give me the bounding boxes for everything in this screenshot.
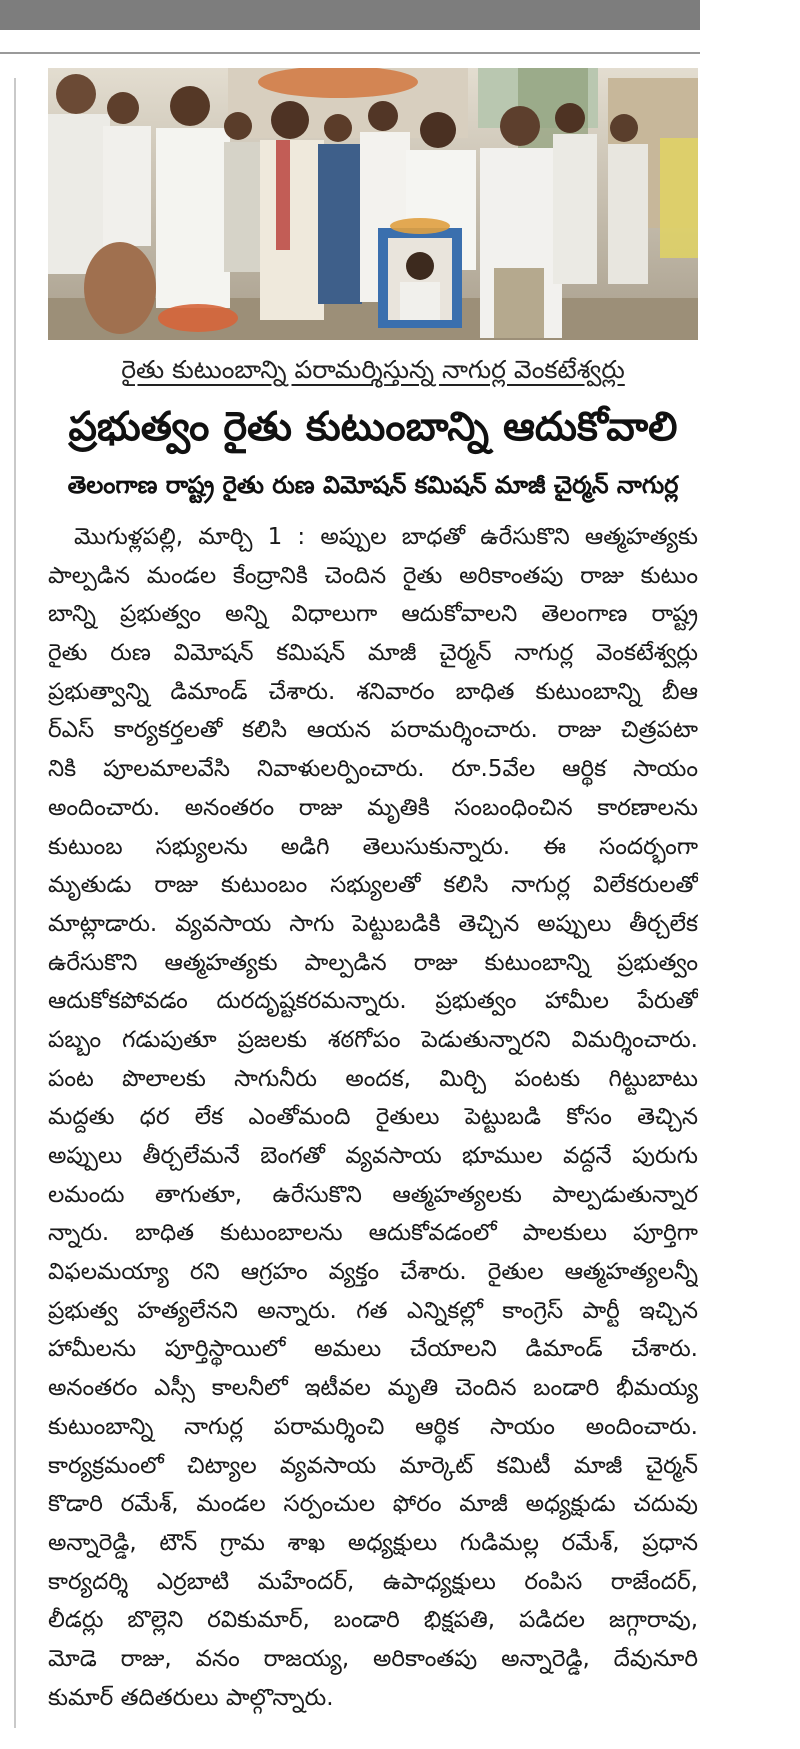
body-line: కొడారి రమేశ్, మండల సర్పంచుల ఫోరం మాజీ అధ్యక్షుడు చదువు (48, 1491, 698, 1518)
body-line: అప్పులు తీర్చలేమనే బెంగతో వ్యవసాయ భూముల వద్దనే పురుగు (48, 1143, 698, 1169)
body-line: మాట్లాడారు. వ్యవసాయ సాగు పెట్టుబడికి తెచ్చిన అప్పులు తీర్చలేక (48, 910, 698, 937)
body-line: మద్దతు ధర లేక ఎంతోమంది రైతులు పెట్టుబడి కోసం తెచ్చిన (48, 1104, 698, 1131)
body-line: అందించారు. అనంతరం రాజు మృతికి సంబంధించిన కారణాలను (48, 794, 698, 821)
body-line: ఉరేసుకొని ఆత్మహత్యకు పాల్పడిన రాజు కుటుంబాన్ని ప్రభుత్వం (48, 949, 698, 976)
header-bar (0, 0, 700, 30)
body-line: లమందు తాగుతూ, ఉరేసుకొని ఆత్మహత్యలకు పాల్పడుతున్నార (48, 1181, 698, 1208)
body-line: లీడర్లు బొల్లెని రవికుమార్, బండారి భిక్షపతి, పడిదల జగ్గారావు, (48, 1607, 698, 1634)
body-line: కుటుంబాన్ని నాగుర్ల పరామర్శించి ఆర్థిక సాయం అందించారు. (48, 1413, 698, 1440)
article-subheadline: తెలంగాణ రాష్ట్ర రైతు రుణ విమోషన్ కమిషన్ మాజీ చైర్మన్ నాగుర్ల (67, 471, 679, 499)
body-line: విఫలమయ్యా రని ఆగ్రహం వ్యక్తం చేశారు. రైతుల ఆత్మహత్యలన్నీ (48, 1259, 698, 1286)
body-line: న్నారు. బాధిత కుటుంబాలను ఆదుకోవడంలో పాలకులు పూర్తిగా (48, 1220, 698, 1247)
body-line: కుటుంబ సభ్యులను అడిగి తెలుసుకున్నారు. ఈ సందర్భంగా (48, 833, 698, 860)
body-line: ఆదుకోకపోవడం దురదృష్టకరమన్నారు. ప్రభుత్వం హామీల పేరుతో (48, 988, 698, 1015)
body-line: బాన్ని ప్రభుత్వం అన్ని విధాలుగా ఆదుకోవాలని తెలంగాణ రాష్ట్ర (48, 601, 698, 628)
article-body (48, 518, 698, 1717)
body-line: పాల్పడిన మండల కేంద్రానికి చెందిన రైతు అరికాంతపు రాజు కుటుం (48, 562, 698, 589)
photo-illustration (48, 68, 698, 340)
body-line: హామీలను పూర్తిస్థాయిలో అమలు చేయాలని డిమాండ్ చేశారు. (48, 1336, 698, 1363)
body-line: కార్యదర్శి ఎర్రబాటి మహేందర్, ఉపాధ్యక్షులు రంపిస రాజేందర్, (48, 1568, 698, 1595)
body-line: మృతుడు రాజు కుటుంబం సభ్యులతో కలిసి నాగుర్ల విలేకరులతో (48, 872, 698, 899)
body-line: మోడె రాజు, వనం రాజయ్య, అరికాంతపు అన్నారెడ్డి, దేవునూరి (48, 1645, 698, 1672)
body-line: మొగుళ్లపల్లి, మార్చి 1 : అప్పుల బాధతో ఉరేసుకొని ఆత్మహత్యకు (74, 524, 698, 550)
body-line: అన్నారెడ్డి, టౌన్ గ్రామ శాఖ అధ్యక్షులు గుడిమల్ల రమేశ్, ప్రధాన (48, 1529, 698, 1556)
body-line: ప్రభుత్వాన్ని డిమాండ్ చేశారు. శనివారం బాధిత కుటుంబాన్ని బీఆ (48, 678, 698, 705)
top-divider (0, 52, 700, 54)
body-line: నికి పూలమాలవేసి నివాళులర్పించారు. రూ.5వేల ఆర్థిక సాయం (48, 756, 698, 783)
body-line: కార్యక్రమంలో చిట్యాల వ్యవసాయ మార్కెట్ కమిటీ మాజీ చైర్మన్ (48, 1452, 698, 1479)
framed-portrait (378, 228, 462, 328)
body-line: పంట పొలాలకు సాగునీరు అందక, మిర్చి పంటకు గిట్టుబాటు (48, 1065, 698, 1092)
body-line: కుమార్ తదితరులు పాల్గొన్నారు. (48, 1684, 334, 1711)
body-line: పబ్బం గడుపుతూ ప్రజలకు శఠగోపం పెడుతున్నారని విమర్శించారు. (48, 1026, 698, 1053)
column-divider (14, 78, 16, 1728)
article-headline: ప్రభుత్వం రైతు కుటుంబాన్ని ఆదుకోవాలి (68, 404, 678, 450)
body-line: ప్రభుత్వ హత్యలేనని అన్నారు. గత ఎన్నికల్లో కాంగ్రెస్ పార్టీ ఇచ్చిన (48, 1297, 698, 1324)
article-photo (48, 68, 698, 340)
body-line: అనంతరం ఎస్సీ కాలనీలో ఇటీవల మృతి చెందిన బండారి భీమయ్య (48, 1375, 698, 1402)
photo-caption: రైతు కుటుంబాన్ని పరామర్శిస్తున్న నాగుర్ల వెంకటేశ్వర్లు (121, 355, 625, 384)
body-line: ర్ఎస్ కార్యకర్తలతో కలిసి ఆయన పరామర్శించారు. రాజు చిత్రపటా (48, 717, 698, 744)
body-line: రైతు రుణ విమోషన్ కమిషన్ మాజీ చైర్మన్ నాగుర్ల వెంకటేశ్వర్లు (48, 640, 698, 667)
